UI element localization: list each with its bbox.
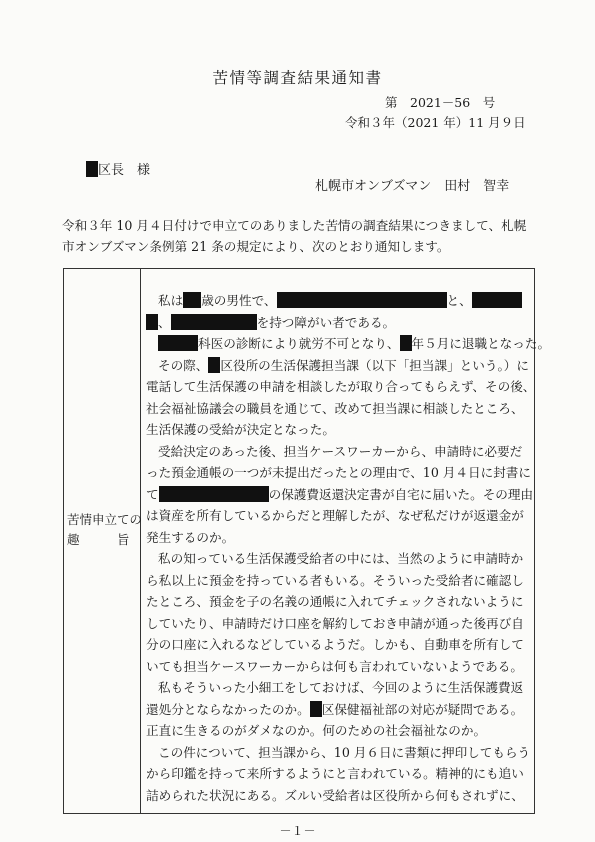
row-label-line: 趣 旨: [67, 532, 130, 547]
body-text: った預金通帳の一つが未提出だったとの理由で、10 月４日に封書に: [146, 465, 531, 480]
body-text: 受給決定のあった後、担当ケースワーカーから、申請時に必要だ: [158, 443, 523, 459]
body-line: [146, 333, 551, 355]
body-text: していたり、申請時だけ口座を解約しておき申請が通った後再び自: [146, 615, 524, 631]
redaction-block: [146, 314, 158, 330]
body-line: [146, 398, 532, 420]
body-line: [146, 312, 532, 334]
redaction-block: [159, 486, 269, 502]
body-text: 、: [158, 314, 171, 330]
document-title: 苦情等調査結果通知書: [212, 69, 383, 87]
body-line: [146, 505, 532, 527]
redaction-block: [400, 335, 412, 351]
row-label-line: 苦情申立ての: [67, 512, 143, 527]
body-text: と、: [446, 293, 472, 308]
body-text: 分の口座に入れるなどしているようだ。しかも、自動車を所有して: [146, 637, 524, 652]
page-number: －１－: [279, 824, 316, 838]
body-text: は資産を所有しているからだと理解したが、なぜ私だけが返還金が: [146, 508, 524, 523]
intro-paragraph: [62, 215, 542, 257]
body-line: [146, 763, 532, 785]
body-line: [146, 634, 532, 656]
body-text: て: [146, 486, 159, 502]
body-text: 私もそういった小細工をしておけば、今回のように生活保護費返: [158, 680, 524, 695]
redaction-block: [158, 335, 198, 351]
body-text: 発生するのか。: [146, 529, 235, 545]
redaction-block: [472, 292, 522, 308]
body-text: たところ、預金を子の名義の通帳に入れてチェックされないように: [146, 594, 524, 609]
body-line: [146, 462, 532, 484]
body-line: [146, 591, 532, 613]
redaction-block: [183, 292, 201, 308]
body-text: いても担当ケースワーカーからは何も言われていないようである。: [146, 658, 523, 674]
complaint-body: [146, 290, 551, 806]
body-line: [146, 699, 532, 721]
body-line: [146, 677, 532, 699]
redaction-block: [208, 357, 220, 373]
body-text: 還処分とならなかったのか。: [146, 701, 310, 717]
body-text: この件について、担当課から、10 月６日に書類に押印してもらう: [158, 744, 531, 760]
document-number: 第 2021－56 号: [385, 95, 496, 110]
body-line: [146, 656, 532, 678]
body-line: [146, 548, 532, 570]
body-text: 生活保護の受給が決定となった。: [146, 422, 335, 437]
body-text: 歳の男性で、: [201, 293, 277, 308]
intro-line: 市オンブズマン条例第 21 条の規定により、次のとおり通知します。: [62, 239, 450, 254]
body-text: から印鑑を持って来所するようにと言われている。精神的にも追い: [146, 766, 524, 781]
body-line: [146, 785, 532, 807]
body-text: 区保健福祉部の対応が疑問である。: [321, 701, 524, 717]
body-text: 科医の診断により就労不可となり、: [198, 336, 400, 351]
body-line: [146, 720, 532, 742]
body-text: 区役所の生活保護担当課（以下「担当課」という。）に: [220, 357, 529, 373]
row-label: [67, 510, 143, 550]
body-line: [146, 441, 532, 463]
body-line: [146, 290, 532, 312]
body-text: 電話して生活保護の申請を相談したが取り合ってもらえず、その後、: [146, 379, 536, 394]
body-text: 私は: [158, 293, 184, 308]
document-date: 令和３年（2021 年）11 月９日: [345, 115, 526, 130]
body-text: 年５月に退職となった。: [411, 336, 551, 351]
body-text: を持つ障がい者である。: [256, 314, 396, 330]
redaction-block: [277, 292, 447, 308]
redaction-block: [310, 701, 322, 717]
body-text: 正直に生きるのがダメなのか。何のための社会福祉なのか。: [146, 723, 487, 738]
body-line: [146, 570, 532, 592]
body-line: [146, 484, 532, 506]
addressee: [86, 159, 150, 178]
body-line: [146, 742, 532, 764]
body-text: 社会福祉協議会の職員を通じて、改めて担当課に相談したところ、: [146, 400, 524, 416]
body-line: [146, 376, 536, 398]
intro-line: 令和３年 10 月４日付けで申立てのありました苦情の調査結果につきまして、札幌: [62, 218, 527, 233]
body-text: 詰められた状況にある。ズルい受給者は区役所から何もされずに、: [146, 787, 524, 803]
body-text: 私の知っている生活保護受給者の中には、当然のように申請時か: [158, 551, 524, 566]
redaction-block: [171, 314, 257, 330]
body-text: ら私以上に預金を持っている者もいる。そういった受給者に確認し: [146, 572, 524, 588]
redaction-block: [86, 161, 98, 177]
body-line: [146, 527, 532, 549]
sender: 札幌市オンブズマン 田村 智幸: [315, 179, 510, 194]
body-line: [146, 419, 532, 441]
body-text: の保護費返還決定書が自宅に届いた。その理由: [268, 486, 534, 502]
body-line: [146, 355, 532, 377]
addressee-suffix: 区長 様: [98, 163, 151, 178]
body-text: その際、: [158, 357, 209, 373]
table-divider: [140, 268, 141, 814]
body-line: [146, 613, 532, 635]
